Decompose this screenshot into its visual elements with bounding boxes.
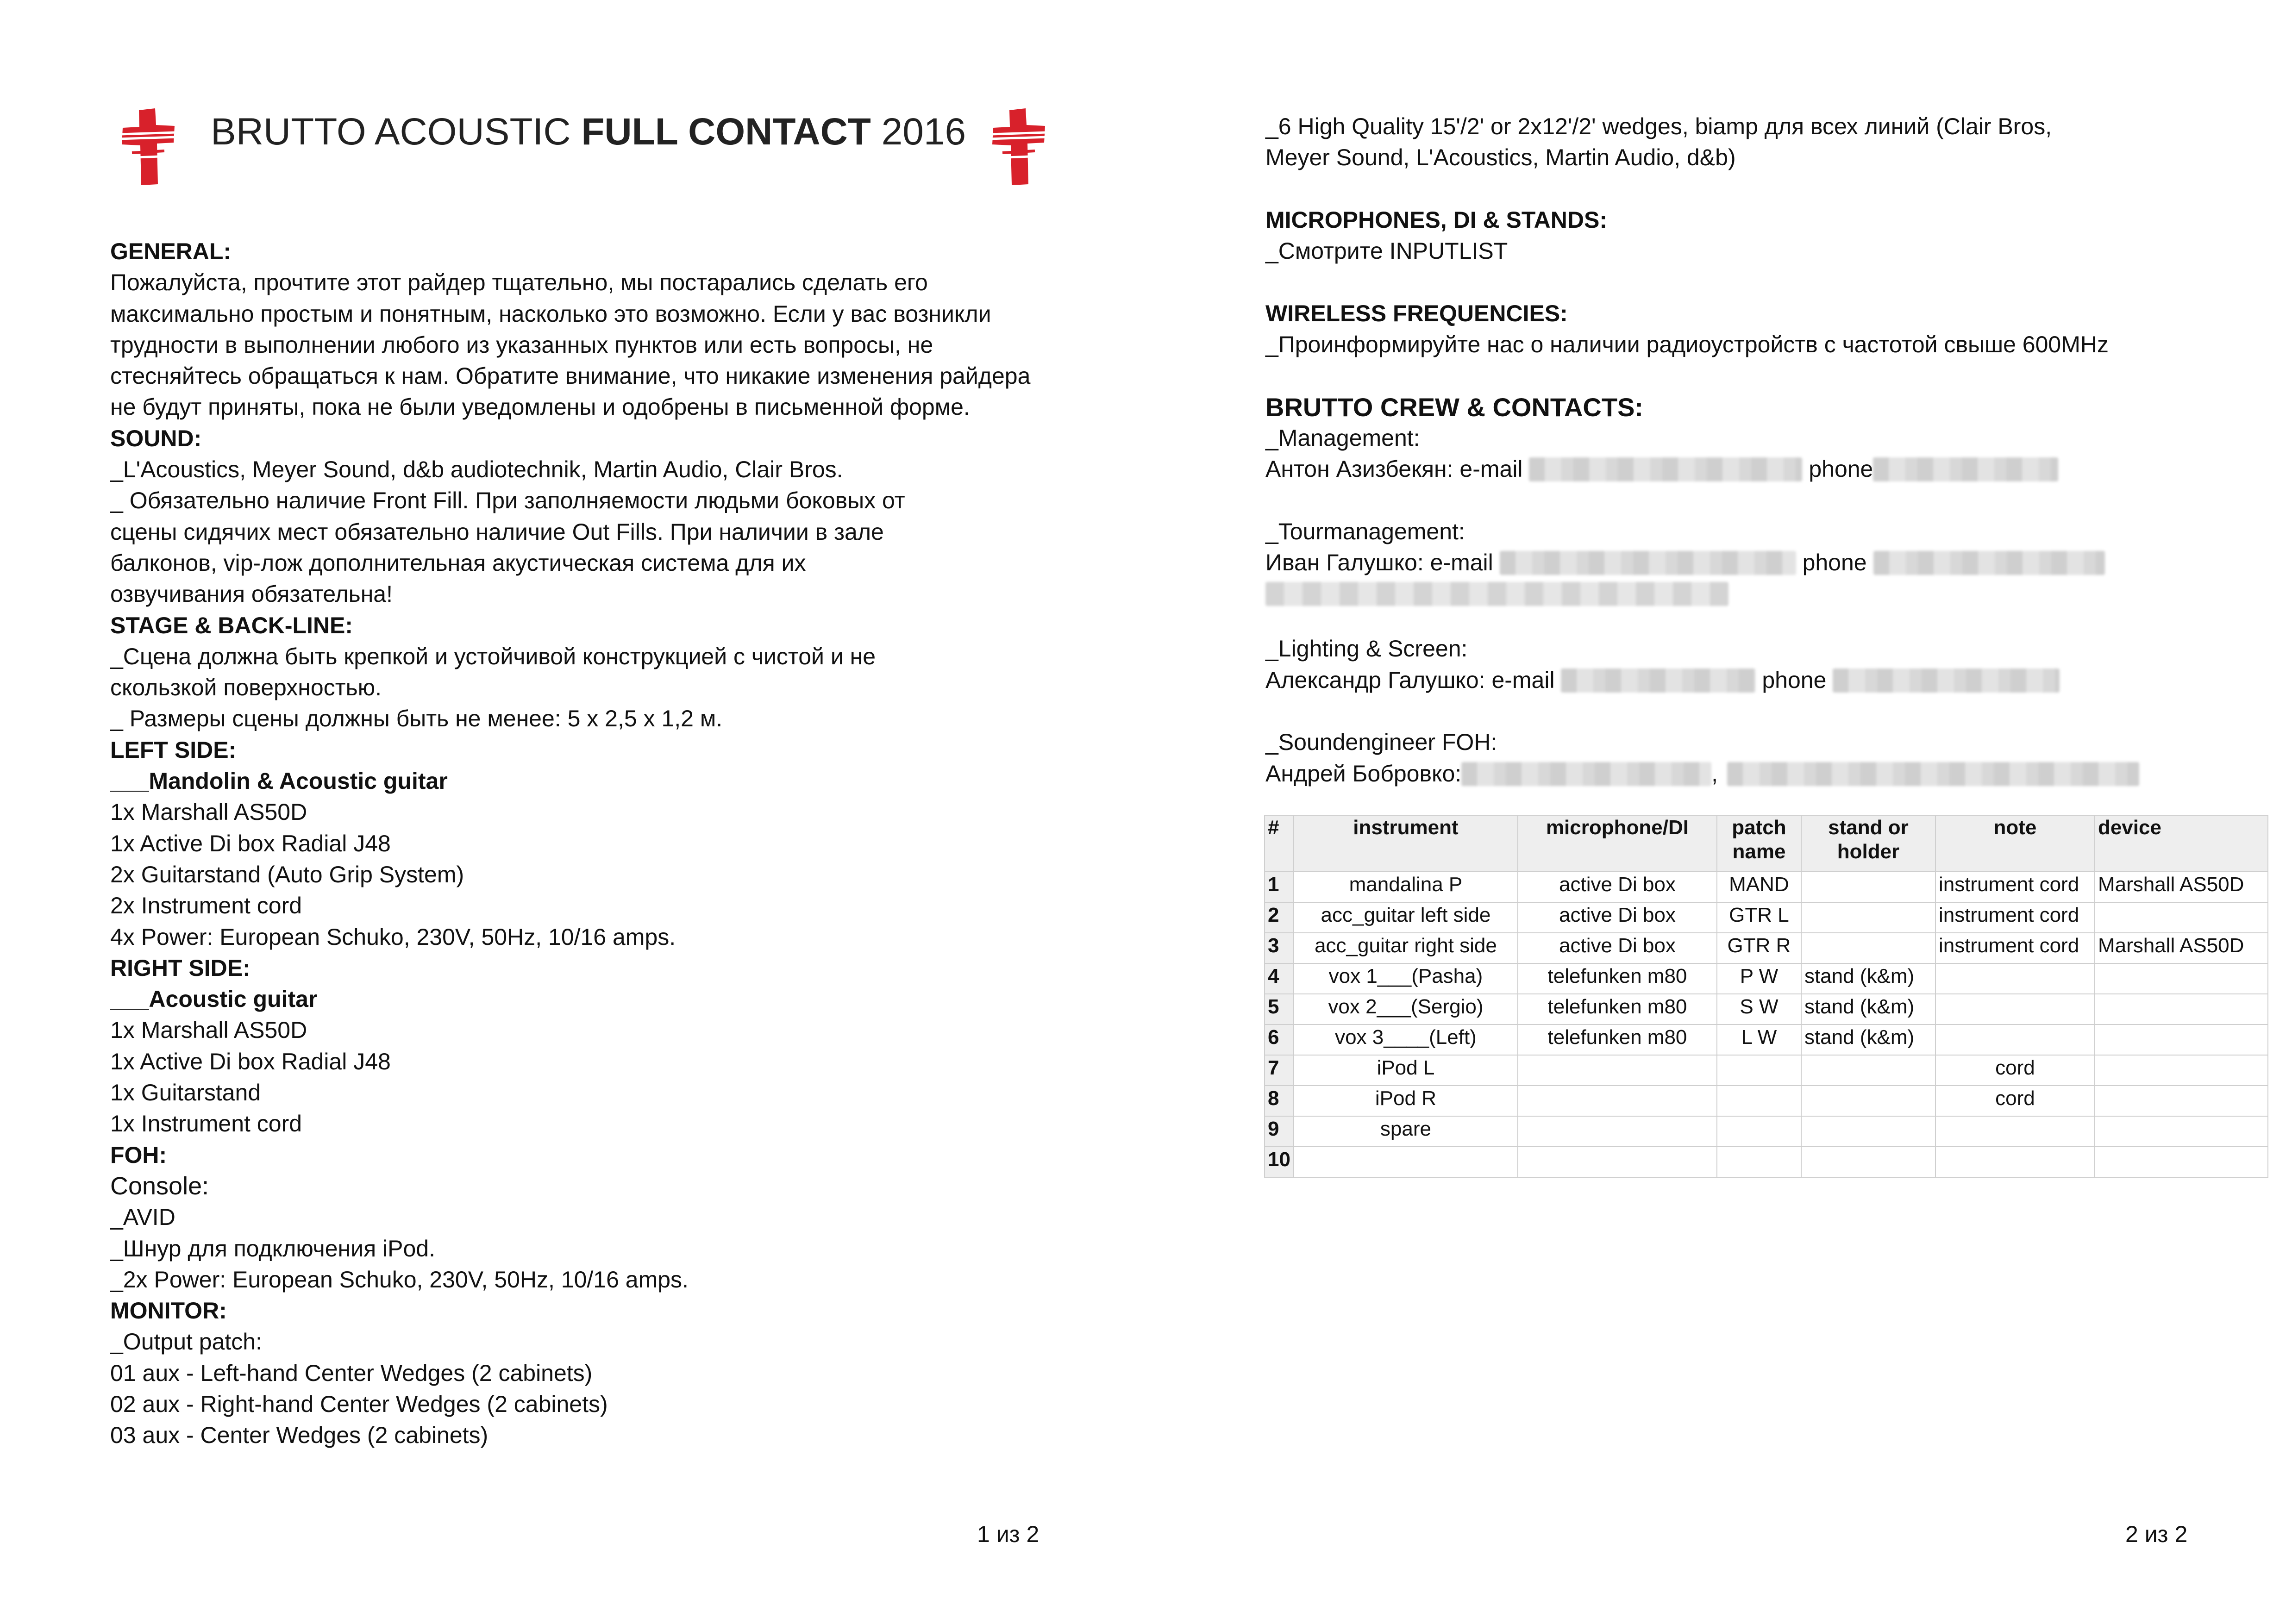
tour-contact: Иван Галушко: e-mail phone [1265,547,2261,578]
sound-line: сцены сидячих мест обязательно наличие Out Fills. При наличии в зале [110,518,884,545]
microphone-cell: active Di box [1518,902,1717,933]
monitor-heading: MONITOR: [110,1298,227,1324]
device-cell [2095,994,2268,1024]
management-contact: Антон Азизбекян: e-mail phone [1265,454,2261,485]
instrument-cell: vox 1___(Pasha) [1294,963,1518,994]
stand-cell: stand (k&m) [1801,994,1935,1024]
monitor-line: _Output patch: [110,1329,263,1355]
microphone-cell: telefunken m80 [1518,1024,1717,1055]
foh-line: _AVID [110,1204,175,1230]
stage-line: _ Размеры сцены должны быть не менее: 5 х 2,5 х 1,2 м. [110,706,723,732]
device-cell [2095,1147,2268,1177]
note-cell: instrument cord [1935,933,2095,963]
table-row [1265,1086,2268,1116]
table-row [1265,963,2268,994]
row-number: 4 [1265,963,1294,994]
sound-engineer-contact: Андрей Бобровко: , [1265,758,2261,789]
note-cell [1935,1116,2095,1147]
redacted-phone [1727,762,2139,786]
right-side-subheading: ___Acoustic guitar [110,986,318,1012]
stand-cell [1801,933,1935,963]
instrument-cell: vox 2___(Sergio) [1294,994,1518,1024]
right-side-item: 1x Instrument cord [110,1111,302,1137]
mics-text: _Смотрите INPUTLIST [1265,238,1508,264]
device-cell [2095,1055,2268,1086]
wedges-line: _6 High Quality 15'/2' or 2x12'/2' wedges, biamp для всех линий (Clair Bros, [1265,113,2052,139]
redacted-phone [1873,457,2058,481]
mics-heading: MICROPHONES, DI & STANDS: [1265,206,1607,233]
device-cell [2095,902,2268,933]
column-header: instrument [1294,815,1518,872]
row-number: 6 [1265,1024,1294,1055]
stand-cell [1801,1116,1935,1147]
device-cell [2095,1116,2268,1147]
left-side-item: 1x Marshall AS50D [110,799,307,825]
table-row [1265,1147,2268,1177]
patch-name-cell [1717,1116,1801,1147]
left-side-item: 1x Active Di box Radial J48 [110,830,391,856]
microphone-cell: telefunken m80 [1518,963,1717,994]
patch-name-cell [1717,1147,1801,1177]
page-2 [1146,0,2292,1624]
management-label: _Management: [1265,425,1420,451]
right-side-item: 1x Guitarstand [110,1080,261,1106]
sound-line: _ Обязательно наличие Front Fill. При заполняемости людьми боковых от [110,487,905,514]
table-row [1265,1055,2268,1086]
column-header: microphone/DI [1518,815,1717,872]
monitor-line: 02 aux - Right-hand Center Wedges (2 cabinets) [110,1391,608,1417]
row-number: 9 [1265,1116,1294,1147]
left-side-subheading: ___Mandolin & Acoustic guitar [110,768,448,794]
row-number: 1 [1265,872,1294,902]
crew-heading: BRUTTO CREW & CONTACTS: [1265,392,1644,422]
note-cell: cord [1935,1055,2095,1086]
foh-line: _Шнур для подключения iPod. [110,1235,436,1262]
note-cell: instrument cord [1935,902,2095,933]
row-number: 10 [1265,1147,1294,1177]
page-number: 2 из 2 [2125,1521,2188,1547]
wireless-heading: WIRELESS FREQUENCIES: [1265,300,1568,326]
stand-cell [1801,1086,1935,1116]
stage-line: _Сцена должна быть крепкой и устойчивой конструкцией с чистой и не [110,643,876,669]
stand-cell [1801,902,1935,933]
foh-console-label: Console: [110,1172,209,1200]
instrument-cell: spare [1294,1116,1518,1147]
patch-name-cell: L W [1717,1024,1801,1055]
instrument-cell: vox 3____(Left) [1294,1024,1518,1055]
instrument-cell: iPod L [1294,1055,1518,1086]
sound-heading: SOUND: [110,425,202,451]
patch-name-cell: MAND [1717,872,1801,902]
lighting-label: _Lighting & Screen: [1265,636,1468,662]
redacted-phone [1873,551,2105,575]
tour-label: _Tourmanagement: [1265,518,1465,544]
instrument-cell: mandalina P [1294,872,1518,902]
page-2-content [1265,111,2261,789]
left-side-item: 2x Guitarstand (Auto Grip System) [110,861,464,887]
patch-name-cell: P W [1717,963,1801,994]
microphone-cell [1518,1055,1717,1086]
sound-engineer-label: _Soundengineer FOH: [1265,729,1497,756]
table-header-row [1265,815,2268,872]
patch-name-cell [1717,1086,1801,1116]
device-cell [2095,1024,2268,1055]
left-side-item: 4x Power: European Schuko, 230V, 50Hz, 10/16 amps. [110,924,676,950]
stand-cell [1801,1147,1935,1177]
stand-cell: stand (k&m) [1801,1024,1935,1055]
red-cross-logo-icon [989,106,1049,187]
table-row [1265,994,2268,1024]
note-cell: cord [1935,1086,2095,1116]
microphone-cell [1518,1147,1717,1177]
row-number: 7 [1265,1055,1294,1086]
right-side-heading: RIGHT SIDE: [110,955,250,981]
note-cell [1935,994,2095,1024]
instrument-cell: acc_guitar right side [1294,933,1518,963]
redacted-phone [1833,668,2060,693]
wedges-line: Meyer Sound, L'Acoustics, Martin Audio, d&b) [1265,144,1736,171]
wireless-text: _Проинформируйте нас о наличии радиоустройств с частотой свыше 600MHz [1265,331,2109,358]
document-header [118,106,1049,199]
instrument-cell: acc_guitar left side [1294,902,1518,933]
right-side-item: 1x Marshall AS50D [110,1017,307,1043]
sound-line: балконов, vip-лож дополнительная акустическая система для их [110,550,806,576]
document-title: BRUTTO ACOUSTIC FULL CONTACT 2016 [211,111,966,153]
column-header: device [2095,815,2268,872]
foh-heading: FOH: [110,1142,167,1168]
row-number: 3 [1265,933,1294,963]
left-side-heading: LEFT SIDE: [110,737,237,763]
note-cell: instrument cord [1935,872,2095,902]
table-row [1265,1116,2268,1147]
stage-line: скользкой поверхностью. [110,675,382,701]
general-text: Пожалуйста, прочтите этот райдер тщательно, мы постарались сделать его максимально простым и понятным, насколько это возможно. Если у вас возникли трудности в выполнении любого из указанных пунктов или есть вопросы, не стесняйтесь обращаться к нам. Обратите внимание, что никакие изменения райдера не будут приняты, пока не были уведомлены и одобрены в письменной форме. [110,269,1031,420]
stage-heading: STAGE & BACK-LINE: [110,612,353,638]
row-number: 2 [1265,902,1294,933]
patch-name-cell: GTR R [1717,933,1801,963]
input-list-table [1264,815,2268,1178]
foh-line: _2x Power: European Schuko, 230V, 50Hz, 10/16 amps. [110,1266,689,1293]
column-header: note [1935,815,2095,872]
patch-name-cell: S W [1717,994,1801,1024]
instrument-cell [1294,1147,1518,1177]
device-cell: Marshall AS50D [2095,933,2268,963]
general-heading: GENERAL: [110,238,232,264]
sound-line: _L'Acoustics, Meyer Sound, d&b audiotechnik, Martin Audio, Clair Bros. [110,456,843,483]
microphone-cell: active Di box [1518,933,1717,963]
note-cell [1935,963,2095,994]
stand-cell [1801,1055,1935,1086]
stand-cell [1801,872,1935,902]
device-cell [2095,963,2268,994]
column-header: patch name [1717,815,1801,872]
microphone-cell [1518,1086,1717,1116]
column-header: stand or holder [1801,815,1935,872]
redacted-email [1461,762,1711,786]
table-row [1265,872,2268,902]
table-row [1265,933,2268,963]
table-row [1265,902,2268,933]
row-number: 8 [1265,1086,1294,1116]
patch-name-cell [1717,1055,1801,1086]
lighting-contact: Александр Галушко: e-mail phone [1265,665,2261,696]
redacted-email [1561,668,1755,693]
sound-line: озвучивания обязательна! [110,581,393,607]
redacted-email [1529,457,1802,481]
redacted-email [1500,551,1796,575]
page-1-content [110,236,1059,1451]
device-cell: Marshall AS50D [2095,872,2268,902]
row-number: 5 [1265,994,1294,1024]
red-cross-logo-icon [118,106,178,187]
microphone-cell: active Di box [1518,872,1717,902]
redacted-line [1265,582,1728,606]
microphone-cell: telefunken m80 [1518,994,1717,1024]
right-side-item: 1x Active Di box Radial J48 [110,1048,391,1074]
monitor-line: 03 aux - Center Wedges (2 cabinets) [110,1422,488,1449]
device-cell [2095,1086,2268,1116]
table-row [1265,1024,2268,1055]
left-side-item: 2x Instrument cord [110,893,302,919]
monitor-line: 01 aux - Left-hand Center Wedges (2 cabinets) [110,1360,593,1386]
note-cell [1935,1147,2095,1177]
instrument-cell: iPod R [1294,1086,1518,1116]
stand-cell: stand (k&m) [1801,963,1935,994]
patch-name-cell: GTR L [1717,902,1801,933]
page-number: 1 из 2 [977,1521,1040,1547]
microphone-cell [1518,1116,1717,1147]
column-header: # [1265,815,1294,872]
note-cell [1935,1024,2095,1055]
